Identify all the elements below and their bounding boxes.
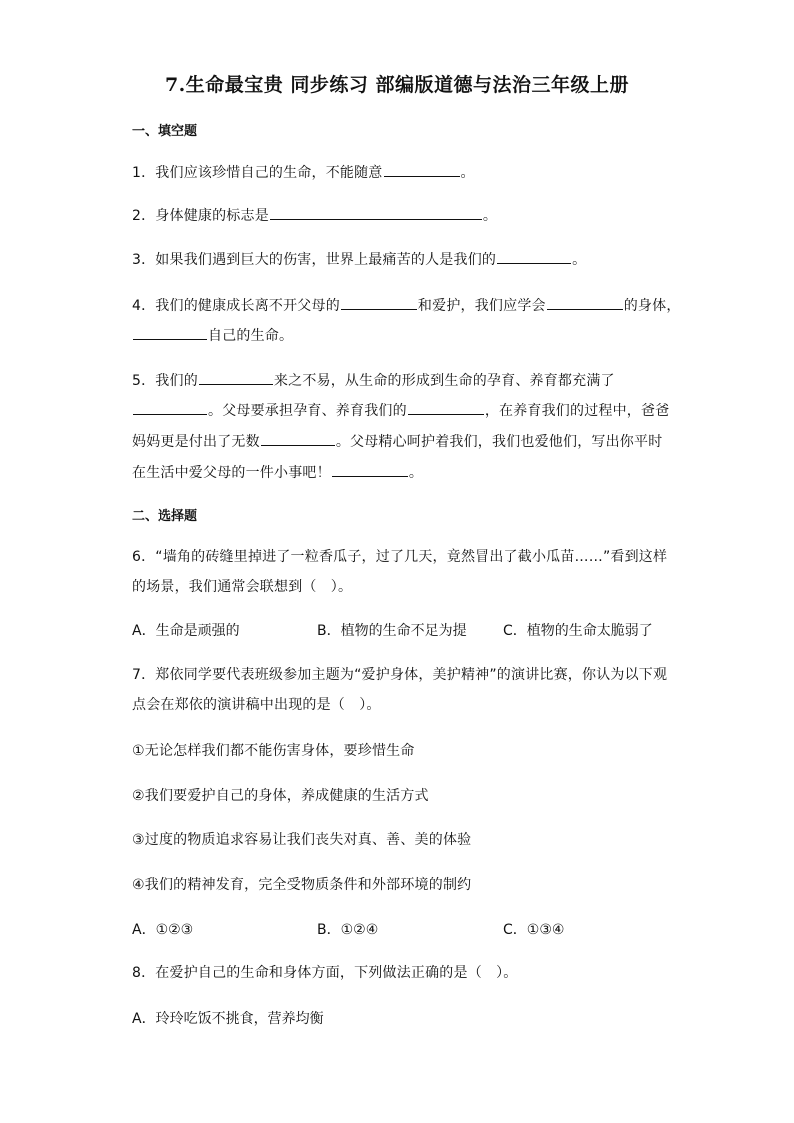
question-3-end: 。 (572, 252, 587, 268)
question-4-text: 4．我们的健康成长离不开父母的 (132, 298, 340, 314)
question-1-text: 1．我们应该珍惜自己的生命，不能随意 (132, 165, 383, 181)
question-4-text: 的身体， (623, 298, 681, 314)
answer-blank[interactable] (199, 370, 273, 385)
question-7-statement-2: ②我们要爱护自己的身体，养成健康的生活方式 (132, 788, 429, 804)
question-6-line-1: 6．“墙角的砖缝里掉进了一粒香瓜子，过了几天，竟然冒出了截小瓜苗……”看到这样 (132, 549, 668, 565)
question-7-line-2: 点会在郑依的演讲稿中出现的是（ ）。 (132, 697, 381, 713)
question-7-option-b[interactable]: B．①②④ (317, 922, 379, 938)
question-5-text: 。 (408, 465, 424, 481)
question-7-statement-4: ④我们的精神发育，完全受物质条件和外部环境的制约 (132, 877, 472, 893)
answer-blank[interactable] (547, 295, 623, 310)
question-7-statement-3: ③过度的物质追求容易让我们丧失对真、善、美的体验 (132, 832, 472, 848)
question-6-option-b[interactable]: B．植物的生命不足为提 (317, 623, 467, 639)
question-6-option-c[interactable]: C．植物的生命太脆弱了 (503, 623, 653, 639)
question-5-text: 来之不易，从生命的形成到生命的孕育、养育都充满了 (273, 373, 615, 389)
question-5-text: 妈妈更是付出了无数 (132, 434, 260, 450)
question-2-text: 2．身体健康的标志是 (132, 208, 269, 224)
question-2 (132, 205, 497, 225)
question-7-line-1: 7．郑依同学要代表班级参加主题为“爱护身体，美护精神”的演讲比赛，你认为以下观 (132, 667, 668, 683)
question-5-text: 。父母要承担孕育、养育我们的 (208, 403, 407, 419)
question-5-line-1 (132, 370, 615, 390)
question-5-text: 。父母精心呵护着我们，我们也爱他们，写出你平时 (335, 434, 663, 450)
question-7-option-c[interactable]: C．①③④ (503, 922, 565, 938)
question-2-end: 。 (482, 208, 498, 224)
answer-blank[interactable] (270, 205, 482, 220)
question-4-text: 自己的生命。 (208, 328, 294, 344)
answer-blank[interactable] (497, 249, 571, 264)
section-fill-blank-heading: 一、填空题 (132, 124, 198, 139)
question-3 (132, 249, 586, 269)
question-5-line-2 (132, 400, 669, 420)
question-5-text: 5．我们的 (132, 373, 198, 389)
question-8-option-a[interactable]: A．玲玲吃饭不挑食，营养均衡 (132, 1011, 324, 1027)
question-7-option-a[interactable]: A．①②③ (132, 922, 194, 938)
answer-blank[interactable] (384, 162, 460, 177)
question-8-line-1: 8．在爱护自己的生命和身体方面，下列做法正确的是（ ）。 (132, 965, 518, 981)
question-1-end: 。 (460, 165, 475, 181)
question-3-text: 3．如果我们遇到巨大的伤害，世界上最痛苦的人是我们的 (132, 252, 497, 268)
question-4-text: 和爱护，我们应学会 (417, 298, 546, 314)
question-1 (132, 162, 475, 182)
question-7-statement-1: ①无论怎样我们都不能伤害身体，要珍惜生命 (132, 743, 415, 759)
section-choice-heading: 二、选择题 (132, 509, 198, 524)
question-6-line-2: 的场景，我们通常会联想到（ ）。 (132, 579, 353, 595)
page-title: 7.生命最宝贵 同步练习 部编版道德与法治三年级上册 (164, 74, 630, 96)
answer-blank[interactable] (133, 400, 207, 415)
question-5-text: ，在养育我们的过程中，爸爸 (484, 403, 670, 419)
answer-blank[interactable] (133, 325, 207, 340)
question-6-option-a[interactable]: A．生命是顽强的 (132, 623, 240, 639)
question-5-line-3 (132, 431, 662, 451)
question-5-text: 在生活中爱父母的一件小事吧！ (132, 465, 331, 481)
answer-blank[interactable] (341, 295, 417, 310)
answer-blank[interactable] (332, 462, 408, 477)
answer-blank[interactable] (261, 431, 335, 446)
answer-blank[interactable] (408, 400, 484, 415)
question-4-line-1 (132, 295, 681, 315)
question-4-line-2 (132, 325, 293, 345)
question-5-line-4 (132, 462, 423, 482)
